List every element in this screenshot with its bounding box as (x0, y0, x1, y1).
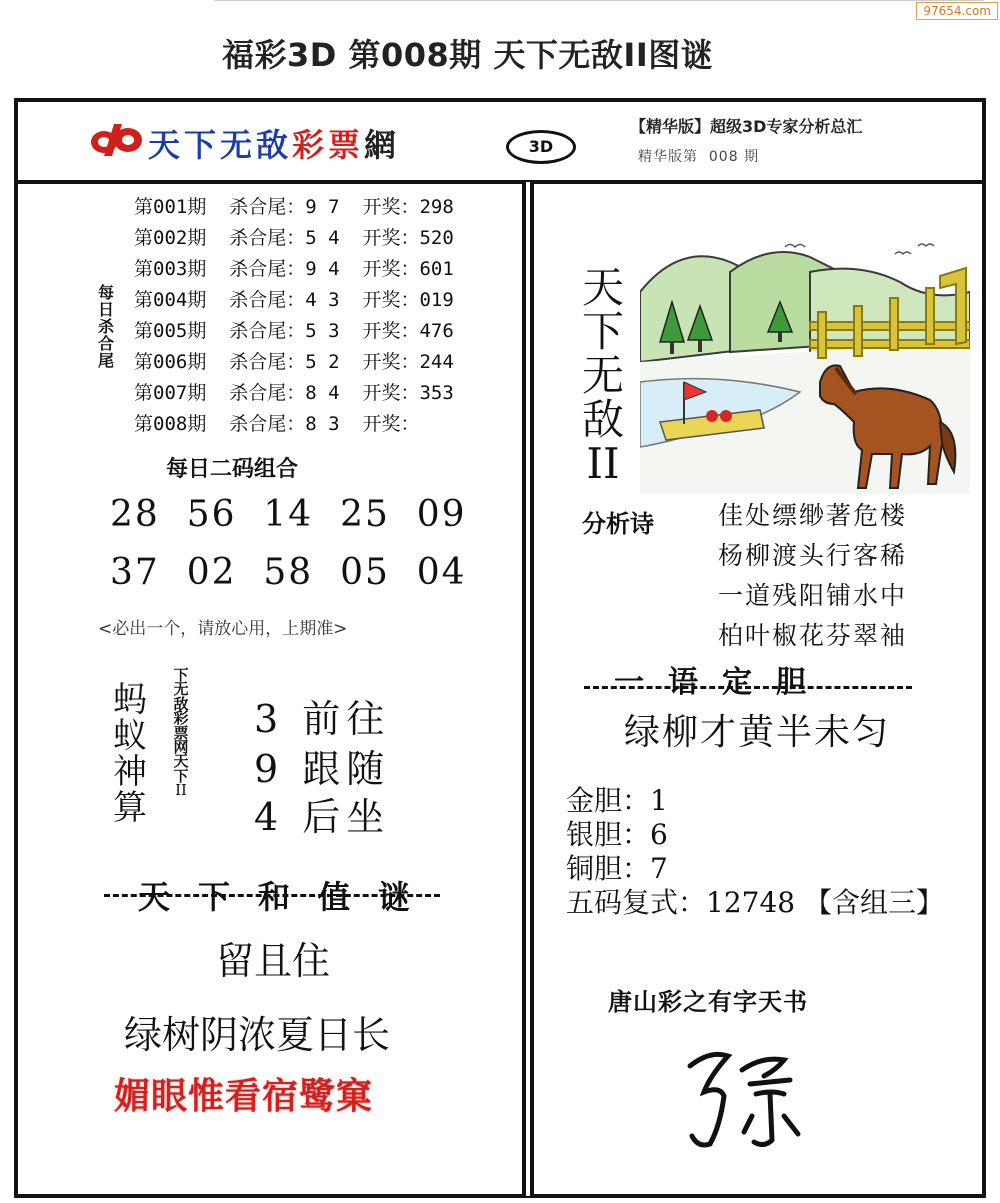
site-tag[interactable]: 97654.com (916, 2, 998, 20)
motto-title: 一语定胆 (614, 665, 830, 700)
kill-value: 9 7 (305, 196, 340, 218)
vert-char: 彩 (173, 709, 189, 728)
ant-word: 前往 (302, 697, 391, 741)
poem-line: 柏叶椒花芬翠袖 (718, 621, 908, 650)
bronze-courage: 铜胆：7 (566, 852, 668, 885)
period: 第003期 (134, 258, 207, 280)
kill-label: 杀合尾： (229, 351, 306, 373)
ant-title (108, 682, 152, 826)
ant-word: 后坐 (302, 795, 391, 839)
kill-label: 杀合尾： (229, 258, 306, 280)
draw-label: 开奖： (362, 227, 420, 249)
kill-label: 杀合尾： (229, 227, 306, 249)
poem-line: 杨柳渡头行客稀 (718, 541, 908, 570)
kill-value: 5 2 (305, 351, 340, 373)
column-divider (522, 182, 534, 1196)
ant-title-char: 神 (113, 752, 147, 792)
draw-value: 244 (419, 351, 454, 373)
kill-label: 杀合尾： (229, 382, 306, 404)
landscape-horse-illustration (640, 232, 970, 494)
kill-value: 5 3 (305, 320, 340, 342)
ant-word: 跟随 (302, 747, 391, 791)
ant-row-3 (254, 786, 390, 841)
table-row (134, 316, 454, 347)
right-vertical-title (578, 263, 628, 488)
handwritten-signature (680, 1036, 810, 1156)
two-code-row-1: 28 56 14 25 09 (110, 494, 467, 535)
draw-value: 520 (419, 227, 454, 249)
side-char: 尾 (97, 351, 114, 370)
logo-text (148, 120, 400, 166)
table-row (134, 378, 454, 409)
sum-riddle-underline (104, 888, 440, 897)
kill-label: 杀合尾： (229, 196, 306, 218)
draw-label: 开奖： (362, 258, 420, 280)
poem-line: 一道残阳铺水中 (718, 581, 908, 610)
sum-riddle-line-2: 绿树阴浓夏日长 (124, 1013, 391, 1057)
period: 第005期 (134, 320, 207, 342)
side-char: 日 (97, 300, 114, 319)
ant-num: 3 (254, 697, 285, 741)
kill-label: 杀合尾： (229, 320, 306, 342)
draw-label: 开奖： (362, 289, 420, 311)
lottery-logo-icon (88, 122, 146, 158)
poem-label: 分析诗 (582, 509, 654, 538)
vert-title-char: 天 (581, 263, 624, 312)
courage-numbers (566, 784, 944, 920)
side-char: 杀 (97, 317, 114, 336)
draw-label: 开奖： (362, 320, 420, 342)
ant-title-char: 算 (113, 788, 147, 828)
two-code-row-2: 37 02 58 05 04 (110, 552, 467, 593)
side-char: 每 (97, 283, 114, 302)
draw-value: 019 (419, 289, 454, 311)
draw-label: 开奖： (362, 382, 420, 404)
sum-riddle-line-1: 留且住 (216, 939, 331, 983)
kill-value: 4 3 (305, 289, 340, 311)
logo-text-red: 彩票 (292, 126, 365, 164)
analysis-poem (718, 496, 907, 656)
ant-vertical-caption (170, 668, 192, 798)
logo-text-main: 天下无敌 (148, 126, 293, 164)
ant-row-1 (254, 688, 390, 743)
period: 第007期 (134, 382, 207, 404)
kill-value: 9 4 (305, 258, 340, 280)
kill-value: 5 4 (305, 227, 340, 249)
period: 第008期 (134, 413, 207, 435)
draw-label: 开奖： (362, 196, 420, 218)
vert-char: 下 (173, 766, 189, 785)
ant-title-char: 蚁 (113, 716, 147, 756)
draw-label: 开奖： (362, 413, 420, 435)
vert-title-char: II (586, 439, 620, 488)
draw-value: 476 (419, 320, 454, 342)
draw-value: 601 (419, 258, 454, 280)
tangshan-caption: 唐山彩之有字天书 (608, 987, 808, 1016)
side-char: 合 (97, 334, 114, 353)
3d-badge: 3D (506, 130, 576, 164)
table-row (134, 254, 454, 285)
vert-char: 无 (173, 680, 189, 699)
table-row (134, 285, 454, 316)
two-code-title: 每日二码组合 (166, 456, 299, 482)
table-row (134, 223, 454, 254)
kill-label: 杀合尾： (229, 289, 306, 311)
motto-underline (584, 680, 912, 689)
poem-line: 佳处缥缈著危楼 (718, 501, 908, 530)
ant-num: 4 (254, 795, 285, 839)
table-row (134, 409, 454, 440)
motto-text: 绿柳才黄半未匀 (624, 712, 891, 753)
kill-label: 杀合尾： (229, 413, 306, 435)
vert-char: 票 (173, 723, 189, 742)
edition-title: 【精华版】超级3D专家分析总汇 (630, 117, 863, 136)
kill-tail-table (134, 192, 454, 440)
ant-row-2 (254, 738, 390, 793)
page-title: 福彩3D 第008期 天下无敌II图谜 (222, 36, 714, 74)
vert-title-char: 无 (581, 351, 624, 400)
vert-title-char: 敌 (581, 395, 624, 444)
vert-char: 网 (173, 738, 189, 757)
gold-courage: 金胆：1 (566, 784, 668, 817)
vert-char: 敌 (173, 694, 189, 713)
vert-char: II (175, 781, 187, 800)
table-row (134, 192, 454, 223)
sum-riddle-line-3: 媚眼惟看宿鹭窠 (114, 1075, 374, 1117)
period: 第001期 (134, 196, 207, 218)
top-border (214, 0, 984, 1)
sum-riddle-title: 天下和值谜 (138, 878, 439, 916)
two-code-note: <必出一个，请放心用，上期准> (98, 619, 348, 639)
ant-num: 9 (254, 747, 285, 791)
draw-label: 开奖： (362, 351, 420, 373)
period: 第006期 (134, 351, 207, 373)
five-code-compound: 五码复式：12748 【含组三】 (566, 886, 944, 919)
period: 第002期 (134, 227, 207, 249)
table-row (134, 347, 454, 378)
kill-tail-side-label (95, 284, 117, 369)
edition-period: 精华版第 008 期 (638, 149, 760, 165)
draw-value: 353 (419, 382, 454, 404)
ant-title-char: 蚂 (113, 680, 147, 720)
kill-value: 8 4 (305, 382, 340, 404)
logo-text-net: 網 (364, 126, 401, 164)
vert-title-char: 下 (581, 307, 624, 356)
silver-courage: 银胆：6 (566, 818, 668, 851)
vert-char: 天 (173, 752, 189, 771)
draw-value: 298 (419, 196, 454, 218)
vert-char: 下 (173, 666, 189, 684)
period: 第004期 (134, 289, 207, 311)
kill-value: 8 3 (305, 413, 340, 435)
